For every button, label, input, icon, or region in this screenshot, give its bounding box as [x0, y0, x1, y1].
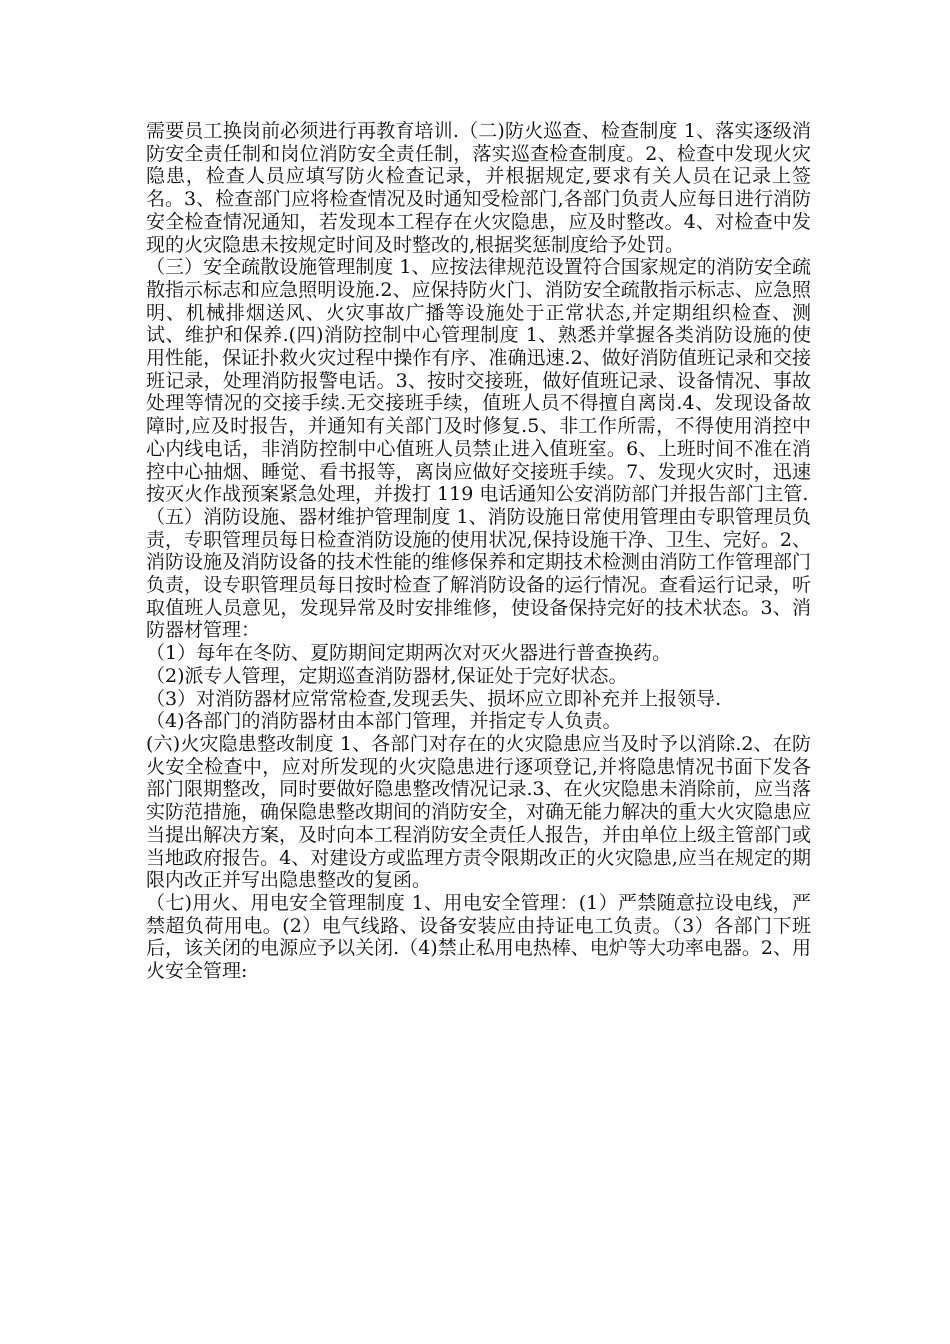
document-body	[146, 120, 811, 983]
paragraph-evacuation-and-control-center: （三）安全疏散设施管理制度 1、应按法律规范设置符合国家规定的消防安全疏散指示标志和应急照明设施.2、应保持防火门、消防安全疏散指示标志、应急照明、机械排烟送风、火灾事故广播等设施处于正常状态,并定期组织检查、测试、维护和保养.(四)消防控制中心管理制度 1、熟悉并掌握各类消防设施的使用性能，保证扑救火灾过程中操作有序、准确迅速.2、做好消防值班记录和交接班记录，处理消防报警电话。3、按时交接班，做好值班记录、设备情况、事故处理等情况的交接手续.无交接班手续，值班人员不得擅自离岗.4、发现设备故障时,应及时报告，并通知有关部门及时修复.5、非工作所需，不得使用消控中心内线电话，非消防控制中心值班人员禁止进入值班室。6、上班时间不准在消控中心抽烟、睡觉、看书报等，离岗应做好交接班手续。7、发现火灾时，迅速按灭火作战预案紧急处理，并拨打 119 电话通知公安消防部门并报告部门主管.	[146, 256, 811, 506]
list-item-3: （3）对消防器材应常常检查,发现丢失、损坏应立即补充并上报领导.	[146, 687, 722, 710]
list-item-1: （1）每年在冬防、夏防期间定期两次对灭火器进行普查换药。	[146, 642, 672, 665]
list-item-2: （2)派专人管理，定期巡查消防器材,保证处于完好状态。	[146, 664, 628, 687]
paragraph-hazard-rectification: (六)火灾隐患整改制度 1、各部门对存在的火灾隐患应当及时予以消除.2、在防火安全检查中，应对所发现的火灾隐患进行逐项登记,并将隐患情况书面下发各部门限期整改，同时要做好隐患整改情况记录.3、在火灾隐患未消除前，应当落实防范措施，确保隐患整改期间的消防安全，对确无能力解决的重大火灾隐患应当提出解决方案，及时向本工程消防安全责任人报告，并由单位上级主管部门或当地政府报告。4、对建设方或监理方责令限期改正的火灾隐患,应当在规定的期限内改正并写出隐患整改的复函。	[146, 732, 812, 892]
paragraph-fire-inspection: 需要员工换岗前必须进行再教育培训.（二)防火巡查、检查制度 1、落实逐级消防安全责任制和岗位消防安全责任制，落实巡查检查制度。2、检查中发现火灾隐患，检查人员应填写防火检查记录，并根据规定,要求有关人员在记录上签名。3、检查部门应将检查情况及时通知受检部门,各部门负责人应每日进行消防安全检查情况通知，若发现本工程存在火灾隐患，应及时整改。4、对检查中发现的火灾隐患未按规定时间及时整改的,根据奖惩制度给予处罚。	[146, 120, 811, 256]
paragraph-equipment-maintenance: （五）消防设施、器材维护管理制度 1、消防设施日常使用管理由专职管理员负责，专职管理员每日检查消防设施的使用状况,保持设施干净、卫生、完好。2、消防设施及消防设备的技术性能的维修保养和定期技术检测由消防工作管理部门负责，设专职管理员每日按时检查了解消防设备的运行情况。查看运行记录，听取值班人员意见，发现异常及时安排维修，使设备保持完好的技术状态。3、消防器材管理：	[146, 505, 812, 642]
paragraph-fire-electricity-safety: （七)用火、用电安全管理制度 1、用电安全管理：(1）严禁随意拉设电线，严禁超负荷用电。(2）电气线路、设备安装应由持证电工负责。（3）各部门下班后，该关闭的电源应予以关闭.（4)禁止私用电热棒、电炉等大功率电器。2、用火安全管理:	[146, 891, 811, 983]
list-item-4: （4)各部门的消防器材由本部门管理，并指定专人负责。	[146, 710, 622, 733]
